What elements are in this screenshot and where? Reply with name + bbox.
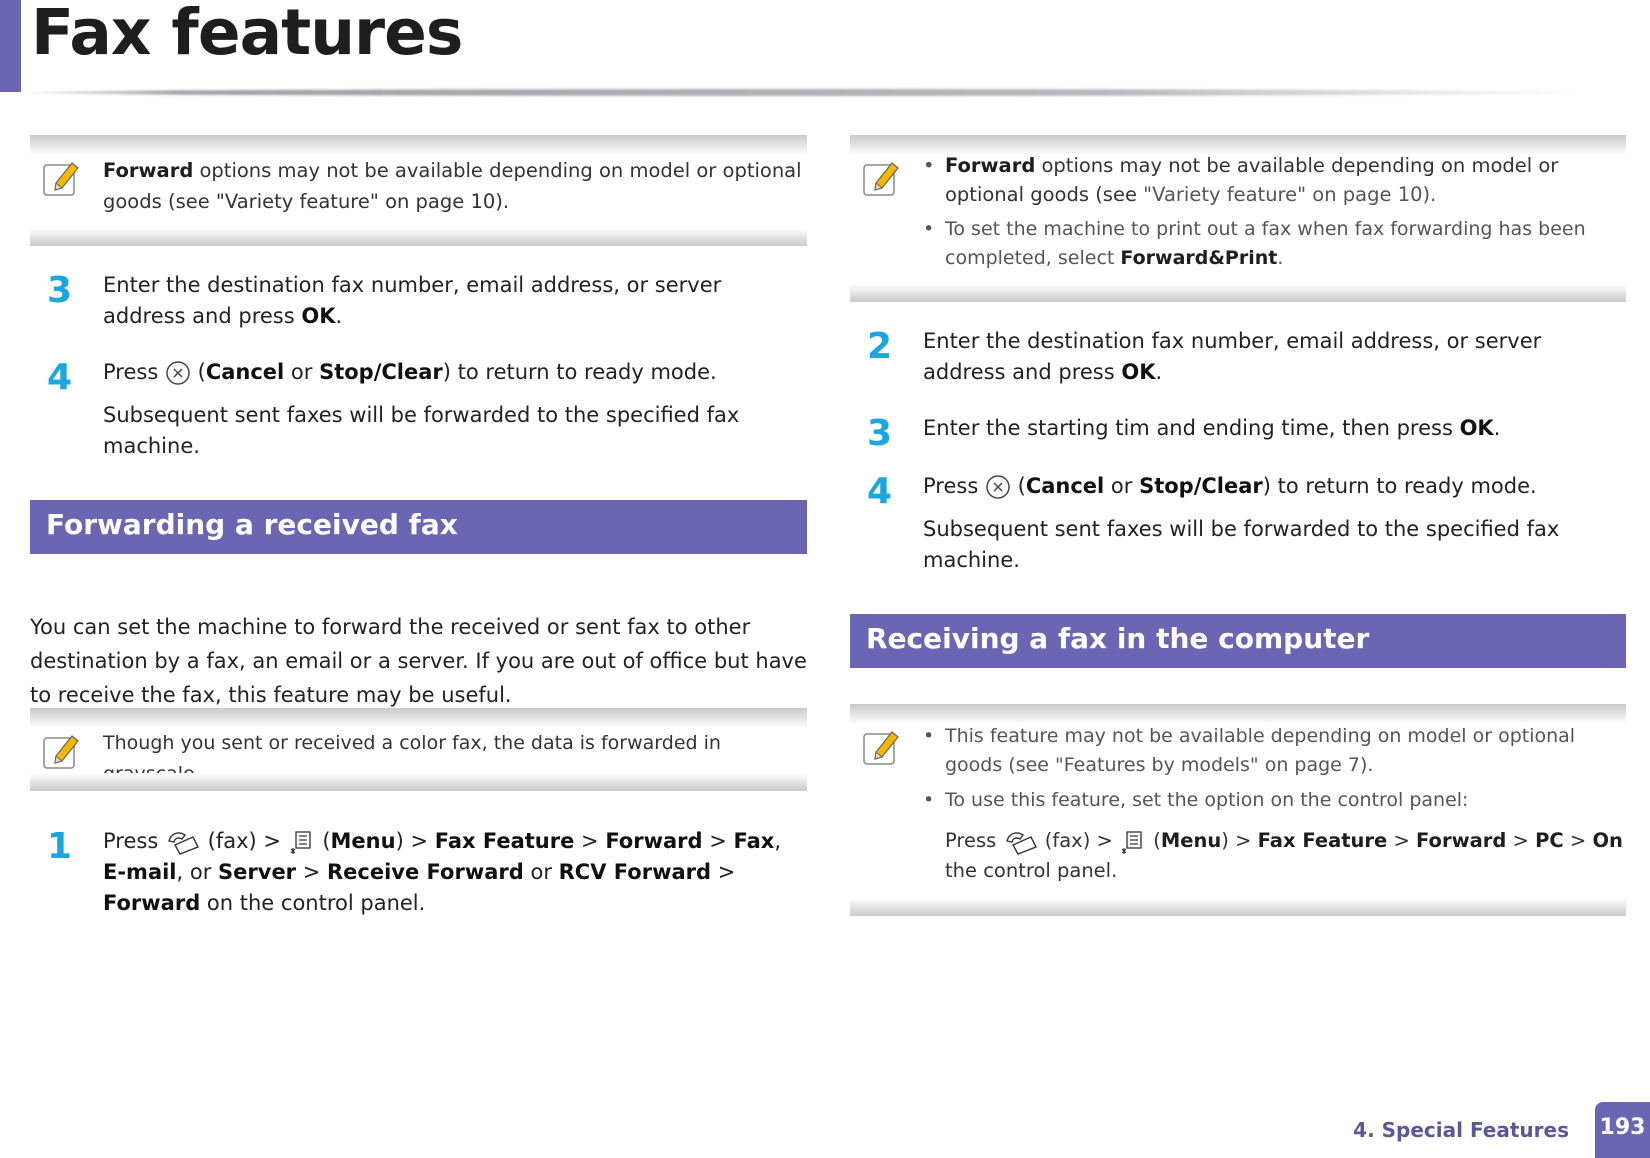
section-title: Forwarding a received fax (46, 508, 458, 541)
section-header (30, 500, 807, 554)
page-title: Fax features (31, 0, 463, 69)
note-box (850, 135, 1626, 302)
step-number: 3 (867, 413, 893, 454)
note-bullet: • To use this feature, set the option on the control panel: (923, 789, 1469, 811)
step-number: 4 (47, 357, 73, 398)
step-subtext: Subsequent sent faxes will be forwarded to the specified fax machine. (103, 403, 740, 458)
title-divider (21, 89, 1591, 96)
cancel-icon (985, 474, 1011, 500)
fax-icon (1003, 829, 1039, 855)
title-accent-bar (0, 0, 21, 92)
note-bullet: • To set the machine to print out a fax when fax forwarding has been completed, select Forward&Print. (923, 218, 1586, 269)
menu-icon (288, 829, 316, 855)
page-number: 193 (1595, 1102, 1650, 1158)
note-box (850, 704, 1626, 916)
note-bullet: • Forward options may not be available depending on model or optional goods (see "Variety feature" on page 10). (923, 154, 1559, 206)
fax-icon (165, 829, 201, 855)
section-header (850, 614, 1626, 668)
intro-paragraph: You can set the machine to forward the received or sent fax to other destination by a fax, an email or a server. If you are out of office but have to receive the fax, this feature may be useful. (30, 615, 807, 707)
step-text: Enter the destination fax number, email address, or server address and press OK. (103, 273, 722, 328)
note-box (30, 135, 807, 246)
step-text: Enter the starting tim and ending time, then press OK. (923, 416, 1501, 440)
chapter-label: 4. Special Features (1353, 1118, 1569, 1142)
note-bullet: • This feature may not be available depending on model or optional goods (see "Features by models" on page 7). (923, 725, 1576, 776)
step-text: Press (Cancel or Stop/Clear) to return to ready mode. (103, 360, 717, 384)
pencil-note-icon (42, 730, 82, 770)
step-number: 2 (867, 326, 893, 367)
note-box (30, 708, 807, 791)
note-instruction: Press (fax) > (Menu) > Fax Feature > Forward > PC > On the control panel. (945, 829, 1623, 882)
note-text: Though you sent or received a color fax, the data is forwarded in (103, 732, 721, 754)
pencil-note-icon (42, 157, 82, 197)
step-text: Press (Cancel or Stop/Clear) to return to ready mode. (923, 474, 1537, 498)
step-subtext: Subsequent sent faxes will be forwarded to the specified fax machine. (923, 517, 1560, 572)
step-number: 4 (867, 471, 893, 512)
step-number: 1 (47, 826, 73, 867)
pencil-note-icon (862, 157, 902, 197)
step-text: Press (fax) > (Menu) > Fax Feature > Forward > Fax, E-mail, or Server > Receive Forward or RCV Forward > Forward on the control panel. (103, 829, 782, 915)
section-title: Receiving a fax in the computer (866, 622, 1370, 655)
cancel-icon (165, 360, 191, 386)
note-text: Forward options may not be available depending on model or optional goods (see "Variety feature" on page 10). (103, 159, 802, 213)
menu-icon (1119, 829, 1147, 855)
step-text: Enter the destination fax number, email address, or server address and press OK. (923, 329, 1542, 384)
pencil-note-icon (862, 726, 902, 766)
step-number: 3 (47, 270, 73, 311)
